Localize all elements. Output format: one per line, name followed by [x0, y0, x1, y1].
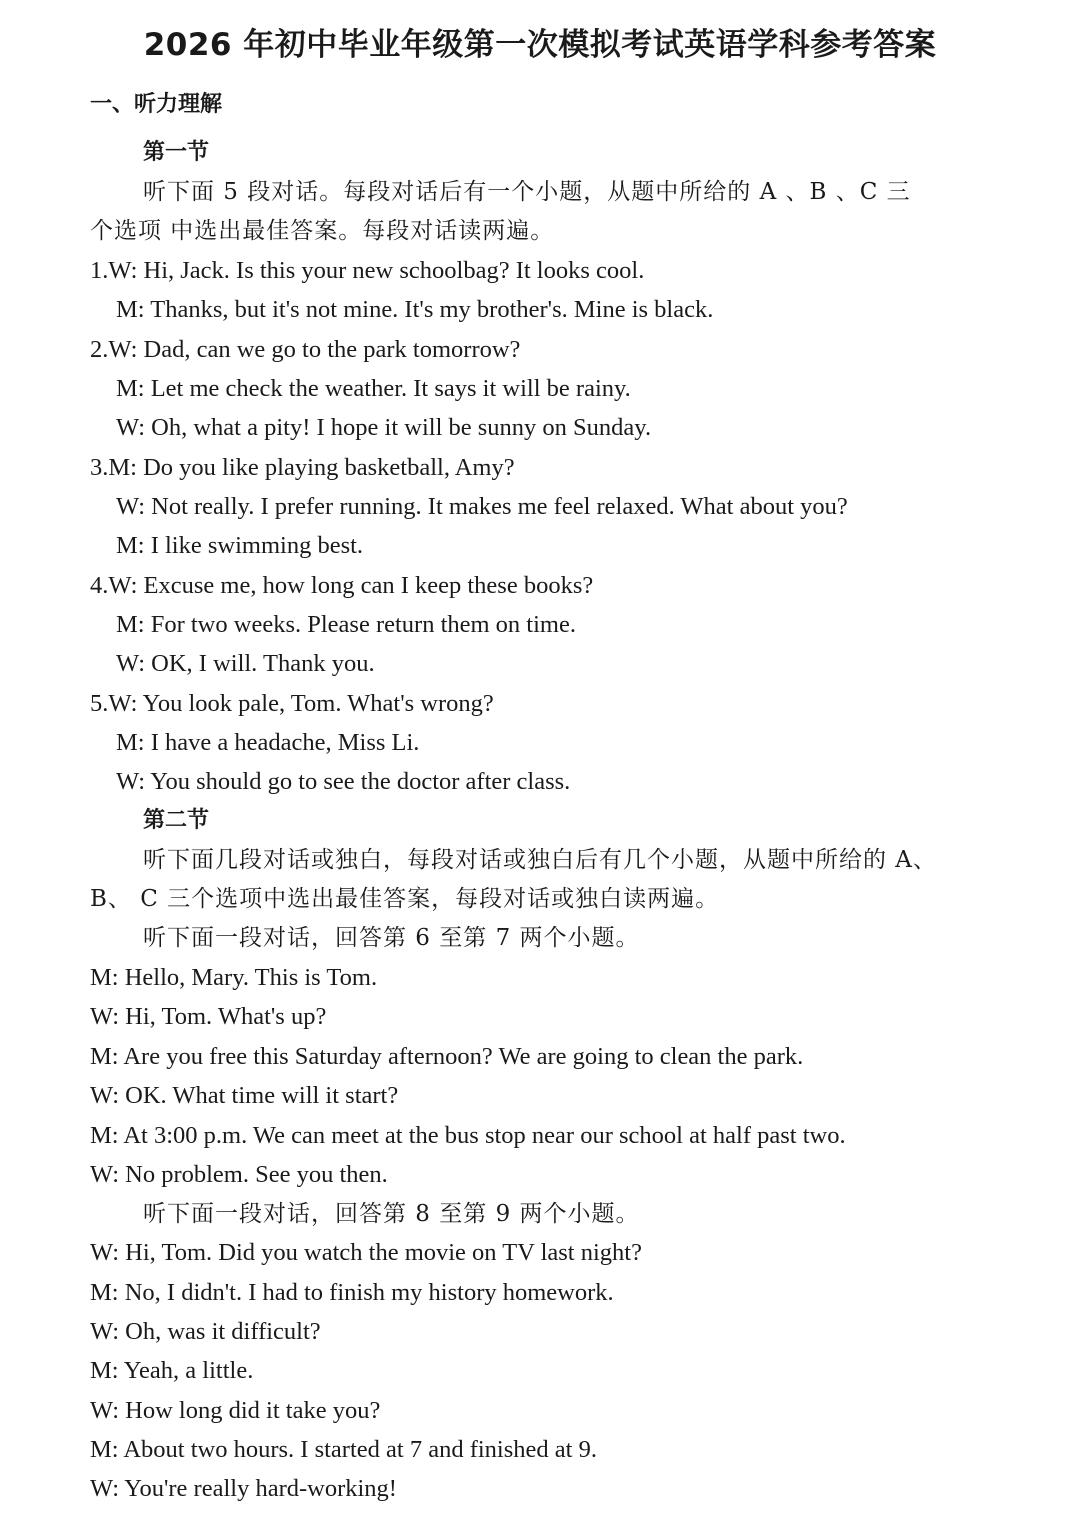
dialogue-line: 3.M: Do you like playing basketball, Amy?: [90, 454, 515, 481]
dialogue-line: M: No, I didn't. I had to finish my history homework.: [90, 1279, 614, 1306]
dialogue-line: M: Are you free this Saturday afternoon? We are going to clean the park.: [90, 1043, 804, 1070]
dialogue-line: W: Oh, was it difficult?: [90, 1318, 321, 1345]
section1-instructions-line2: 个选项 中选出最佳答案。每段对话读两遍。: [90, 218, 555, 244]
section-heading-2: 第二节: [143, 808, 210, 833]
dialogue-line: W: OK. What time will it start?: [90, 1082, 399, 1109]
dialogue-line: M: I have a headache, Miss Li.: [116, 729, 420, 756]
dialogue-line: W: Oh, what a pity! I hope it will be sunny on Sunday.: [116, 414, 652, 441]
dialogue-line: M: Let me check the weather. It says it will be rainy.: [116, 375, 631, 402]
dialogue-line: W: Not really. I prefer running. It makes me feel relaxed. What about you?: [116, 493, 848, 520]
dialogue-line: 2.W: Dad, can we go to the park tomorrow?: [90, 336, 521, 363]
dialogue-intro-8-9: 听下面一段对话，回答第 8 至第 9 两个小题。: [143, 1201, 640, 1227]
part-heading-listening: 一、听力理解: [90, 92, 223, 117]
section2-instructions-line1: 听下面几段对话或独白，每段对话或独白后有几个小题，从题中所给的 A、: [143, 847, 937, 873]
dialogue-line: 5.W: You look pale, Tom. What's wrong?: [90, 690, 494, 717]
dialogue-line: W: You should go to see the doctor after class.: [116, 768, 571, 795]
dialogue-line: W: You're really hard-working!: [90, 1475, 397, 1502]
dialogue-line: 4.W: Excuse me, how long can I keep these books?: [90, 572, 594, 599]
dialogue-line: M: Hello, Mary. This is Tom.: [90, 964, 378, 991]
dialogue-line: W: No problem. See you then.: [90, 1161, 388, 1188]
dialogue-line: W: How long did it take you?: [90, 1397, 381, 1424]
section-heading-1: 第一节: [143, 140, 210, 165]
dialogue-line: M: About two hours. I started at 7 and finished at 9.: [90, 1436, 597, 1463]
dialogue-line: M: Yeah, a little.: [90, 1357, 254, 1384]
dialogue-line: M: Thanks, but it's not mine. It's my brother's. Mine is black.: [116, 296, 714, 323]
dialogue-line: 1.W: Hi, Jack. Is this your new schoolbag? It looks cool.: [90, 257, 645, 284]
section1-instructions-line1: 听下面 5 段对话。每段对话后有一个小题，从题中所给的 A 、B 、C 三: [143, 179, 911, 205]
section2-instructions-line2: B、 C 三个选项中选出最佳答案，每段对话或独白读两遍。: [90, 886, 720, 912]
dialogue-line: M: At 3:00 p.m. We can meet at the bus stop near our school at half past two.: [90, 1122, 846, 1149]
page-title: 2026 年初中毕业年级第一次模拟考试英语学科参考答案: [143, 27, 937, 63]
dialogue-intro-6-7: 听下面一段对话，回答第 6 至第 7 两个小题。: [143, 925, 640, 951]
dialogue-line: M: I like swimming best.: [116, 532, 364, 559]
dialogue-line: M: For two weeks. Please return them on time.: [116, 611, 576, 638]
dialogue-line: W: OK, I will. Thank you.: [116, 650, 375, 677]
dialogue-line: W: Hi, Tom. Did you watch the movie on TV last night?: [90, 1239, 642, 1266]
dialogue-line: W: Hi, Tom. What's up?: [90, 1003, 327, 1030]
